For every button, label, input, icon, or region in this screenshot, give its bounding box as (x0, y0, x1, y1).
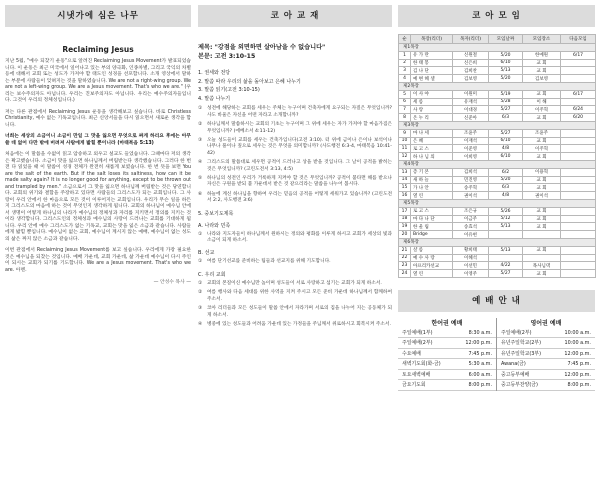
table-cell: 교 회 (523, 59, 561, 67)
table-cell: 교 회 (523, 223, 561, 231)
table-cell: 열 린 (411, 270, 453, 278)
table-cell (561, 223, 596, 231)
essay-signature: — 안성수 목사 — (153, 280, 191, 285)
item-marker: ① (198, 280, 203, 286)
table-cell: 민진영 (453, 176, 489, 184)
service-time: 12:00 p.m. (465, 340, 492, 347)
table-cell (561, 231, 596, 239)
group-subheader: 제6목장 (399, 238, 596, 246)
table-header-cell: 모임날짜 (489, 35, 523, 44)
table-row (399, 262, 596, 270)
table-cell: 2 (399, 59, 411, 67)
table-cell (561, 207, 596, 215)
table-cell: 14 (399, 176, 411, 184)
service-time: 8:30 a.m. (468, 329, 492, 336)
table-cell (489, 254, 523, 262)
table-cell: 권이석 (453, 192, 489, 200)
table-cell (561, 246, 596, 254)
table-cell: 김희석 (453, 168, 489, 176)
table-cell: 교 회 (523, 114, 561, 122)
table-cell: 유 가 란 (411, 51, 453, 59)
table-cell: 교 회 (523, 184, 561, 192)
outline-item: 1. 권세와 전당 (198, 70, 231, 76)
korean-worship-title: 한어권 예배 (431, 319, 463, 327)
service-name: 중고등부찬양(금) (501, 382, 538, 389)
table-row (399, 137, 596, 145)
question-item (198, 192, 392, 205)
table-cell: 9 (399, 129, 411, 137)
table-cell: 이 사 야 (411, 90, 453, 98)
table-cell: 7 (399, 106, 411, 114)
table-cell: 김희찬 (453, 67, 489, 75)
table-cell: 새 하 늘 (411, 176, 453, 184)
table-cell: 17 (399, 207, 411, 215)
service-time: 8:00 p.m. (468, 382, 492, 389)
table-cell: 이준영 (453, 145, 489, 153)
service-row (497, 380, 595, 391)
table-cell: 11 (399, 145, 411, 153)
question-item (198, 176, 392, 189)
table-cell: 이재석 (453, 137, 489, 145)
table-cell: 이유현 (453, 231, 489, 239)
table-cell: 4 (399, 75, 411, 83)
item-marker: ② (198, 290, 203, 296)
outline-item: 2. 말씀 따라 우리의 삶을 돌아보고 은혜 나누기 (198, 78, 301, 85)
table-row (399, 129, 596, 137)
prayer-nation-list (198, 232, 392, 245)
table-cell: 한 태 봉 (411, 59, 453, 67)
table-cell: 1 (399, 51, 411, 59)
table-cell (561, 192, 596, 200)
study-outline (198, 69, 392, 103)
table-cell: 한예원 (523, 51, 561, 59)
column-groups (398, 5, 595, 391)
item-text: 여름 단기선교를 준비하는 팀들과 선교지를 위해 기도합니다. (207, 259, 331, 265)
column-essay (5, 5, 191, 285)
group-subheader-row (399, 121, 596, 129)
question-item (198, 160, 392, 173)
table-row (399, 184, 596, 192)
table-row (399, 106, 596, 114)
table-cell: 예 변 혜 셀 (411, 75, 453, 83)
table-cell: 교 회 (523, 207, 561, 215)
question-item (198, 122, 392, 135)
table-cell: 김보영 (523, 75, 561, 83)
table-cell: 24 (399, 270, 411, 278)
table-row (399, 223, 596, 231)
table-cell: 5/27 (489, 106, 523, 114)
table-cell: 4/8 (489, 192, 523, 200)
group-subheader-row (399, 199, 596, 207)
table-cell: 5/19 (489, 90, 523, 98)
service-row (398, 370, 496, 381)
table-row (399, 59, 596, 67)
table-cell: 5 (399, 90, 411, 98)
table-cell: 5/13 (489, 67, 523, 75)
table-cell (561, 67, 596, 75)
table-cell (561, 153, 596, 161)
essay-paragraph: 이번 관점에서 Reclaiming Jesus Movement를 보고 싶습니다. 우리에게 가장 필요한 것은 예수님을 되찾는 것입니다. 예배 가운데, 교회 가운데, 삶 가운데 예수님이 다시 주인이 되시는 교회가 되기를 기도합니다. We are a Jesus movement. That's who we are. 아멘. (5, 248, 191, 273)
item-text: 나라와 지도자들이 하나님께서 원하시는 정의와 평화를 이루게 하시고 교회가 세상의 빛과 소금이 되게 하소서. (207, 231, 392, 244)
table-cell: 이주혁 (523, 106, 561, 114)
service-time: 7:45 p.m. (567, 361, 591, 368)
service-time: 7:45 p.m. (468, 350, 492, 357)
english-worship-title: 영어권 예배 (530, 319, 562, 327)
item-text: 여름 행사와 다음 세대를 위한 사역을 지켜 주시고 모든 준비 가운데 하나님께서 함께하여 주소서. (207, 290, 392, 302)
worship-header: 예 배 안 내 (398, 290, 595, 312)
item-marker: ③ (198, 306, 203, 312)
table-cell: 5/28 (489, 98, 523, 106)
table-cell: 황희태 (453, 246, 489, 254)
table-cell: 교 회 (523, 270, 561, 278)
item-marker: ① (198, 231, 203, 237)
service-time: 12:00 p.m. (564, 350, 591, 357)
table-row (399, 215, 596, 223)
table-cell: 6/20 (561, 114, 596, 122)
table-cell: 12 (399, 153, 411, 161)
table-cell: 6/17 (561, 51, 596, 59)
prayer-mission-list (198, 259, 392, 265)
table-row (399, 168, 596, 176)
group-subheader: 제5목장 (399, 199, 596, 207)
table-cell: 이원미 (453, 90, 489, 98)
table-cell: 아프리카선교 (411, 262, 453, 270)
study-header: 코 아 교 재 (198, 5, 392, 27)
table-cell: 세 롬 (411, 98, 453, 106)
table-cell: 가 나 안 (411, 184, 453, 192)
item-marker: ⑥ (198, 191, 203, 197)
essay-title: Reclaiming Jesus (62, 45, 134, 54)
table-cell: 김보영 (453, 75, 489, 83)
table-cell: 하 나 님 의 (411, 153, 453, 161)
table-cell: 이희영 (453, 153, 489, 161)
table-cell: 송주혁 (453, 184, 489, 192)
service-name: 수요예배 (402, 350, 421, 357)
service-time: 6:00 a.m. (468, 371, 492, 378)
table-row (399, 270, 596, 278)
table-cell (561, 254, 596, 262)
table-cell: 샬 롬 (411, 246, 453, 254)
sermon-text: 본문: 고전 3:10-15 (198, 53, 256, 60)
table-cell: 김 나 단 (411, 67, 453, 75)
table-row (399, 246, 596, 254)
table-cell: 신원철 (453, 51, 489, 59)
question-item (198, 306, 392, 319)
item-text: 병중에 있는 성도들과 어려움 가운데 있는 가정들을 주님께서 위로하시고 회복시켜 주소서. (207, 321, 391, 327)
column-study (198, 5, 392, 328)
table-cell (561, 262, 596, 270)
table-cell: 22 (399, 254, 411, 262)
table-cell: 조윤주 (453, 129, 489, 137)
table-row (399, 67, 596, 75)
table-cell: 5/20 (489, 75, 523, 83)
table-row (399, 75, 596, 83)
table-header-cell: 모임장소 (523, 35, 561, 44)
table-cell: 6/17 (561, 90, 596, 98)
item-marker: ⑤ (198, 176, 203, 182)
table-cell (523, 254, 561, 262)
table-cell: 5/20 (489, 51, 523, 59)
item-text: 하나님께서 말씀하시는 교회의 기초는 누구이며 그 위에 세우는 자가 가져야 할 마음가짐은 무엇입니까? (에베소서 4:11-12) (207, 122, 392, 134)
table-cell: 교 회 (523, 176, 561, 184)
prayer-mission-title: B. 선교 (198, 250, 215, 257)
table-row (399, 90, 596, 98)
group-subheader-row (399, 44, 596, 52)
service-name: 주일예배(2부) (402, 340, 433, 347)
service-time: 5:30 a.m. (468, 361, 492, 368)
essay-paragraph: 처음에는 이 말씀을 수없이 읽고 암송하고 외우고 설교도 들었습니다. 그때마다 저의 생각은 확고했습니다. 소금이 맛을 잃으면 하나님께서 버림받는다 생각했습니다. 그러다 한 번 전 다 읽었을 때 이 말씀이 성경 전체가 완전히 새롭게 보였습니다. 한 번 뜻을 보면 You are the salt of the earth. But if the salt loses its saltiness, how can it be made salty again? It is no longer good for anything, except to be thrown out and trampled by men." 소금으로서 그 맛을 잃으면 하나님께 버림받는 것은 당연합니다. 교회의 위기와 결함을 주장하고 있다면 사람들의 그리스도가 되는 교회입니다. 그 사랑이 우리 안에서 한 마음으로 모든 것이 이루어지는 교회입니다. 우리가 무슨 일을 하든지 그리스도의 마음에 하는 것이 무엇인지 생각하게 됩니다. 교회의 하나님이 예수님 안에서 생명이 어떻게 하나님의 나라가 예수님의 정체성과 자리를 지키면서 정의를 지키는 것이라 생각합니다. 그리스도인의 정체성과 예수님의 사랑이 드러나는 교회를 기대하게 됩니다. 우리 안에 예수 그리스도가 없는 기독교, 교회는 맛을 잃은 소금과 같습니다. 사람들에게 밟힐 뿐입니다. 예수님이 없는 교회, 예수님이 계시지 않는 예배, 예수님이 없는 성도의 삶은 짜지 않은 소금과 같습니다. (5, 152, 191, 242)
question-item (198, 138, 392, 157)
essay-header: 시냇가에 심은 나무 (5, 5, 191, 27)
table-cell: 6/10 (489, 59, 523, 67)
table-header-cell: 목자(리더) (453, 35, 489, 44)
table-row (399, 145, 596, 153)
groups-table-header (399, 35, 596, 44)
table-row (399, 254, 596, 262)
table-cell: 6/3 (489, 184, 523, 192)
table-cell: 10 (399, 137, 411, 145)
table-cell (561, 59, 596, 67)
outline-item: 4. 말씀 나누기 (198, 95, 231, 102)
service-row (398, 349, 496, 360)
prayer-church-title: C. 우리 교회 (198, 271, 226, 278)
worship-schedule (398, 318, 595, 391)
table-cell: 6 (399, 98, 411, 106)
service-row (497, 349, 595, 360)
table-header-cell: 순 (399, 35, 411, 44)
item-marker: ② (198, 122, 203, 128)
item-marker: ① (198, 106, 203, 112)
table-cell: 교 회 (523, 153, 561, 161)
item-text: 그리스도의 말씀대로 세우면 공적이 드러나고 상을 받을 것입니다. 그 날이 공적을 밝히는 것은 무엇입니까? (고린도전서 3:13, 4:5) (207, 160, 392, 172)
table-cell: 5/13 (489, 223, 523, 231)
table-cell: 로 고 스 (411, 145, 453, 153)
table-cell: 6/24 (561, 106, 596, 114)
table-cell: 유재석 (453, 98, 489, 106)
service-row (497, 359, 595, 370)
table-cell (561, 184, 596, 192)
essay-body (5, 59, 191, 274)
service-name: 중고등부예배 (501, 371, 530, 378)
service-name: Awana(금) (501, 361, 526, 368)
table-cell: 19 (399, 223, 411, 231)
question-item (198, 232, 392, 245)
table-cell: 이주혁 (523, 145, 561, 153)
table-cell: 21 (399, 246, 411, 254)
table-row (399, 176, 596, 184)
table-cell: 3 (399, 67, 411, 75)
item-text: 코아 리더들과 모든 성도들이 말씀 안에서 자라가며 서로의 짐을 나누어 지는 공동체가 되게 하소서. (207, 306, 392, 318)
groups-header: 코 아 모 임 (398, 5, 595, 27)
outline-item: 3. 말씀 읽기(고전 3:10-15) (198, 87, 260, 94)
table-cell: 18 (399, 215, 411, 223)
table-cell (489, 231, 523, 239)
question-item (198, 281, 392, 287)
service-time: 10:00 a.m. (564, 340, 591, 347)
table-cell (561, 176, 596, 184)
table-cell: 5/20 (489, 176, 523, 184)
table-cell (561, 129, 596, 137)
table-cell: 13 (399, 168, 411, 176)
table-cell: 목사님댁 (523, 262, 561, 270)
table-row (399, 114, 596, 122)
table-cell: 교 회 (523, 215, 561, 223)
group-subheader: 제1목장 (399, 44, 596, 52)
service-name: 토요새벽예배 (402, 371, 431, 378)
group-subheader: 제3목장 (399, 121, 596, 129)
item-marker: ④ (198, 321, 203, 327)
table-cell (561, 270, 596, 278)
prayer-nation-title: A. 나라와 민족 (198, 222, 231, 229)
table-cell (561, 145, 596, 153)
service-name: 금요기도회 (402, 382, 426, 389)
service-time: 12:00 p.m. (564, 371, 591, 378)
table-cell: 5/12 (489, 215, 523, 223)
table-cell: 15 (399, 184, 411, 192)
table-cell: 열 린 (411, 192, 453, 200)
table-cell: 층 기 본 (411, 168, 453, 176)
table-cell: 교 회 (523, 246, 561, 254)
service-time: 8:00 p.m. (567, 382, 591, 389)
table-cell: 6/10 (489, 137, 523, 145)
table-cell: 5/27 (489, 270, 523, 278)
table-header-cell: 목장(리더) (411, 35, 453, 44)
item-text: 교회의 본질이신 예수님만 높이며 성도들이 서로 사랑하고 섬기는 교회가 되게 하소서. (207, 280, 382, 286)
table-cell: 사 랑 (411, 106, 453, 114)
table-cell: 6/2 (489, 168, 523, 176)
service-time: 10:00 a.m. (564, 329, 591, 336)
question-item (198, 106, 392, 119)
essay-paragraph: 지난 5월, "예수 되찾기 운동"으로 알려진 Reclaiming Jesus Movement가 발표되었습니다. 이 운동은 최근 미국에서 일어나고 있는 부의 양극화, 인종차별, 그리고 국익의 차별 등에 대해서 교회 또는 성도가 가져야 할 태도인 성경을 선포합니다. 소개 영상에서 말하는 부분에 사람들이 잊혀지는 것을 말하였습니다. We are not a right-wing group. We are not a left-wing group. We are a Jesus movement. That's who we are." (우리는 보수주의자도 아닙니다. 우리는 진보주의자도 아닙니다. 우리는 예수주의자들입니다. 그것이 우리의 정체성입니다.) (5, 59, 191, 103)
sermon-title: 제목: "강점을 외면하면 살아남을 수 없습니다" (198, 44, 326, 51)
question-item (198, 322, 392, 328)
table-cell: 은 혜 (411, 137, 453, 145)
table-cell: 한 울 림 (411, 223, 453, 231)
table-cell: 예 수 사 랑 (411, 254, 453, 262)
service-row (398, 380, 496, 391)
korean-worship (398, 318, 497, 391)
table-row (399, 98, 596, 106)
item-text: 하늘에 계신 하나님을 향하여 우리는 믿음의 공적을 어떻게 세워가고 있습니까? (고린도전서 2:2, 사도행전 3:6) (207, 191, 392, 204)
group-subheader: 제2목장 (399, 82, 596, 90)
table-cell: 20 (399, 231, 411, 239)
table-cell: 4/22 (489, 262, 523, 270)
group-subheader-row (399, 160, 596, 168)
table-cell: 이혜석 (453, 254, 489, 262)
table-cell: 16 (399, 192, 411, 200)
english-worship (497, 318, 595, 391)
table-cell: 이금주 (453, 215, 489, 223)
table-row (399, 192, 596, 200)
service-row (497, 370, 595, 381)
table-cell: 4/8 (489, 145, 523, 153)
item-text: 성전에 해당하는 교회를 세우는 주체는 누구이며 건축자에게 요구되는 자질은 무엇입니까? 사도 바울은 자신을 어떤 자라고 소개합니까? (207, 106, 392, 118)
table-cell: 신은희 (453, 59, 489, 67)
table-cell: 이선민 (453, 262, 489, 270)
table-cell: 교 회 (523, 137, 561, 145)
item-marker: ③ (198, 138, 203, 143)
question-item (198, 290, 392, 303)
table-row (399, 231, 596, 239)
groups-table (398, 34, 596, 278)
essay-paragraph: 너희는 세상의 소금이니 소금이 만일 그 맛을 잃으면 무엇으로 짜게 하리요 후에는 아무 쓸 데 없어 다만 밖에 버려져 사람에게 밟힐 뿐이니라 (마태복음 5:13) (5, 134, 191, 146)
table-cell: 온 누 리 (411, 114, 453, 122)
prayer-section-title: 5. 중보기도제목 (198, 210, 234, 217)
service-row (398, 338, 496, 349)
table-header-cell: 다음모임 (561, 35, 596, 44)
table-row (399, 153, 596, 161)
table-cell: 8 (399, 114, 411, 122)
table-cell: 5/27 (489, 129, 523, 137)
service-row (398, 328, 496, 339)
table-cell: 이영주 (453, 270, 489, 278)
table-cell: 5/26 (489, 207, 523, 215)
table-cell: 이용혁 (523, 168, 561, 176)
table-cell (561, 98, 596, 106)
table-cell: 이 해 (523, 98, 561, 106)
table-row (399, 207, 596, 215)
table-cell: 6/3 (489, 114, 523, 122)
item-marker: ④ (198, 160, 203, 166)
table-cell: 조윤주 (523, 129, 561, 137)
service-name: 유년주일학교(3부) (501, 350, 541, 357)
table-cell (523, 231, 561, 239)
table-cell: 23 (399, 262, 411, 270)
table-cell: 5/13 (489, 246, 523, 254)
table-cell: 교 회 (523, 90, 561, 98)
item-text: 오늘 성도들이 교회를 세우는 건축가입니다(고전 3:10). 터 위에 금이나 은이나 보석이나 나무나 풀이나 짚으로 세우는 것은 무엇을 의미합니까? (사도행전 6:3-4, 마태복음 10:41-42) (207, 138, 392, 156)
table-cell: 6/10 (489, 153, 523, 161)
table-cell: 신준아 (453, 114, 489, 122)
table-cell: 마 나 세 (411, 129, 453, 137)
group-subheader-row (399, 82, 596, 90)
service-row (497, 328, 595, 339)
table-cell (561, 215, 596, 223)
table-cell (561, 75, 596, 83)
prayer-church-list (198, 281, 392, 328)
table-cell: 로 고 스 (411, 207, 453, 215)
group-subheader: 제4목장 (399, 160, 596, 168)
table-cell: 조은규 (453, 207, 489, 215)
item-marker: ① (198, 259, 203, 265)
table-cell: Bridge (411, 231, 453, 239)
essay-paragraph: 저는 다른 관점에서 Reclaiming Jesus 운동을 생각해보고 싶습니다. 바로 Christless Christianity, 예수 없는 기독교입니다. 최근 신앙서들을 다시 읽으면서 새로운 생각을 합니다. (5, 109, 191, 128)
item-text: 하나님의 성전인 우리가 거룩하게 지켜야 할 것은 무엇입니까? 공적이 불타면 해를 받으나 자신은 구원을 받되 불 가운데서 받은 것 같으리라는 말씀을 나누어 봅시다. (207, 176, 392, 188)
table-cell: 권이석 (523, 192, 561, 200)
table-cell: 마 다 나 단 (411, 215, 453, 223)
table-cell: 송효석 (453, 223, 489, 231)
discussion-questions (198, 106, 392, 204)
table-row (399, 51, 596, 59)
question-item (198, 259, 392, 265)
table-cell: 이대경 (453, 106, 489, 114)
service-name: 주일예배(2부) (501, 329, 532, 336)
table-cell (561, 137, 596, 145)
service-name: 주일예배(1부) (402, 329, 433, 336)
table-cell: 교 회 (523, 67, 561, 75)
service-row (497, 338, 595, 349)
group-subheader-row (399, 238, 596, 246)
table-cell (561, 168, 596, 176)
service-name: 유년주일학교(2부) (501, 340, 541, 347)
service-row (398, 359, 496, 370)
service-name: 새벽기도회(화-금) (402, 361, 441, 368)
